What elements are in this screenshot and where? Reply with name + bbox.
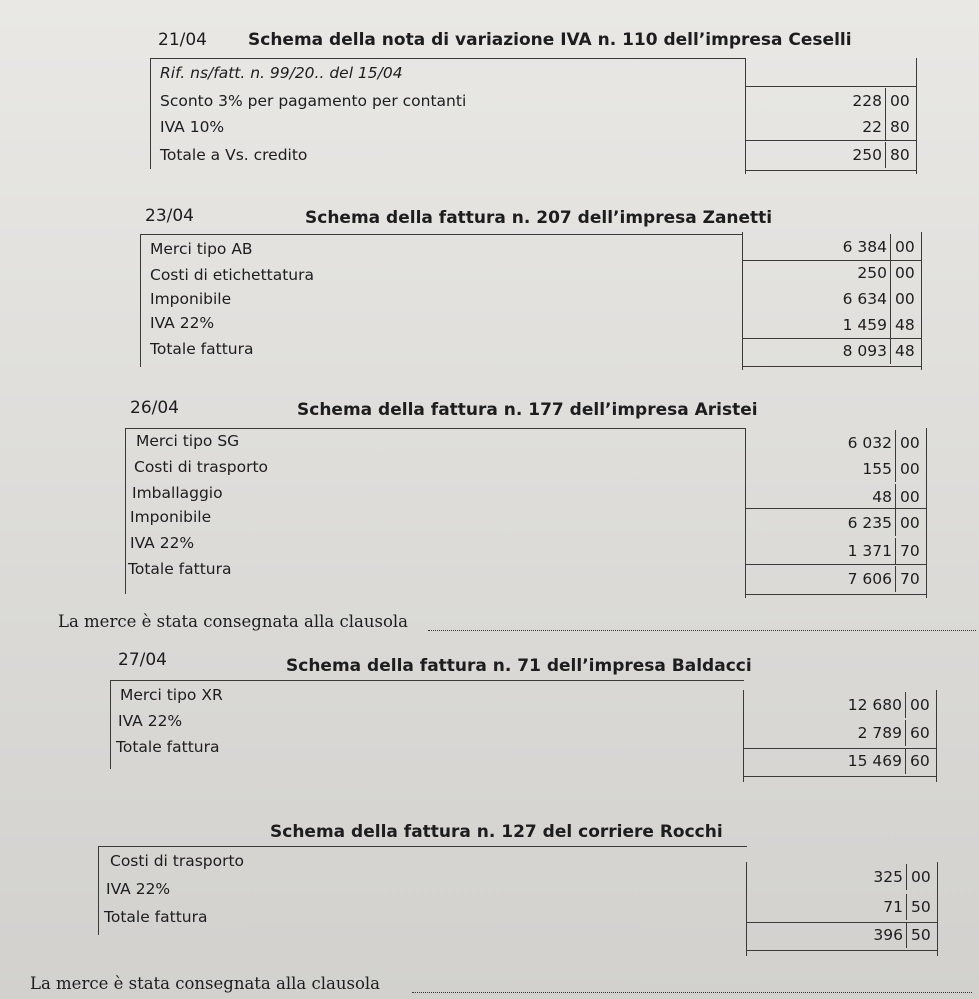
amount-cell: 6 384 00 [743,234,921,260]
amount-column [745,428,927,598]
scheme-title: Schema della nota di variazione IVA n. 110 dell’impresa Ceselli [248,30,852,50]
scheme-title: Schema della fattura n. 127 del corriere Rocchi [270,822,723,842]
row-label: IVA 22% [118,712,183,730]
row-label: Totale fattura [128,560,232,578]
amount-cell: 6 032 00 [746,430,926,456]
amount-cell: 6 634 00 [743,286,921,312]
row-label: Merci tipo AB [150,240,253,258]
row-label: Merci tipo XR [120,686,223,704]
amount-cell: 325 00 [747,864,937,890]
amount-column [746,862,938,956]
row-label: Totale fattura [104,908,208,926]
amount-cell: 6 235 00 [746,510,926,536]
row-label: IVA 22% [106,880,171,898]
amount-column [745,58,917,174]
amount-cell: 228 00 [746,88,916,114]
amount-cell: 48 00 [746,484,926,510]
row-label: Totale a Vs. credito [160,146,308,164]
amount-cell: 1 371 70 [746,538,926,564]
amount-cell-total: 15 469 60 [744,748,936,774]
amount-cell: 12 680 00 [744,692,936,718]
row-label: Sconto 3% per pagamento per contanti [160,92,467,110]
amount-cell-total: 250 80 [746,142,916,168]
row-label: Costi di trasporto [134,458,269,476]
row-label: Totale fattura [150,340,254,358]
amount-cell: 1 459 48 [743,312,921,338]
clause-text: La merce è stata consegnata alla clausola [58,612,408,631]
clause-blank-line [428,630,976,631]
row-label: IVA 22% [150,314,215,332]
scheme-date: 27/04 [118,650,167,670]
row-label: IVA 10% [160,118,225,136]
scheme-title: Schema della fattura n. 177 dell’impresa Aristei [297,400,758,420]
amount-cell-total: 7 606 70 [746,566,926,592]
scheme-title: Schema della fattura n. 207 dell’impresa Zanetti [305,208,773,228]
clause-blank-line [412,992,972,993]
amount-cell: 71 50 [747,894,937,920]
amount-cell-total: 8 093 48 [743,338,921,364]
row-label: Imballaggio [132,484,223,502]
row-label: IVA 22% [130,534,195,552]
amount-column [742,232,922,370]
scheme-date: 23/04 [145,206,194,226]
scheme-date: 21/04 [158,30,207,50]
row-label: Rif. ns/fatt. n. 99/20.. del 15/04 [160,64,403,82]
row-label: Totale fattura [116,738,220,756]
amount-cell: 250 00 [743,260,921,286]
row-label: Costi di trasporto [110,852,245,870]
clause-text: La merce è stata consegnata alla clausola [30,974,380,993]
row-label: Imponibile [130,508,212,526]
amount-cell: 2 789 60 [744,720,936,746]
row-label: Imponibile [150,290,232,308]
amount-cell: 22 80 [746,114,916,140]
amount-cell-total: 396 50 [747,922,937,948]
amount-column [743,690,937,782]
scheme-date: 26/04 [130,398,179,418]
scheme-title: Schema della fattura n. 71 dell’impresa Baldacci [286,656,752,676]
amount-cell: 155 00 [746,456,926,482]
row-label: Costi di etichettatura [150,266,314,284]
row-label: Merci tipo SG [136,432,240,450]
